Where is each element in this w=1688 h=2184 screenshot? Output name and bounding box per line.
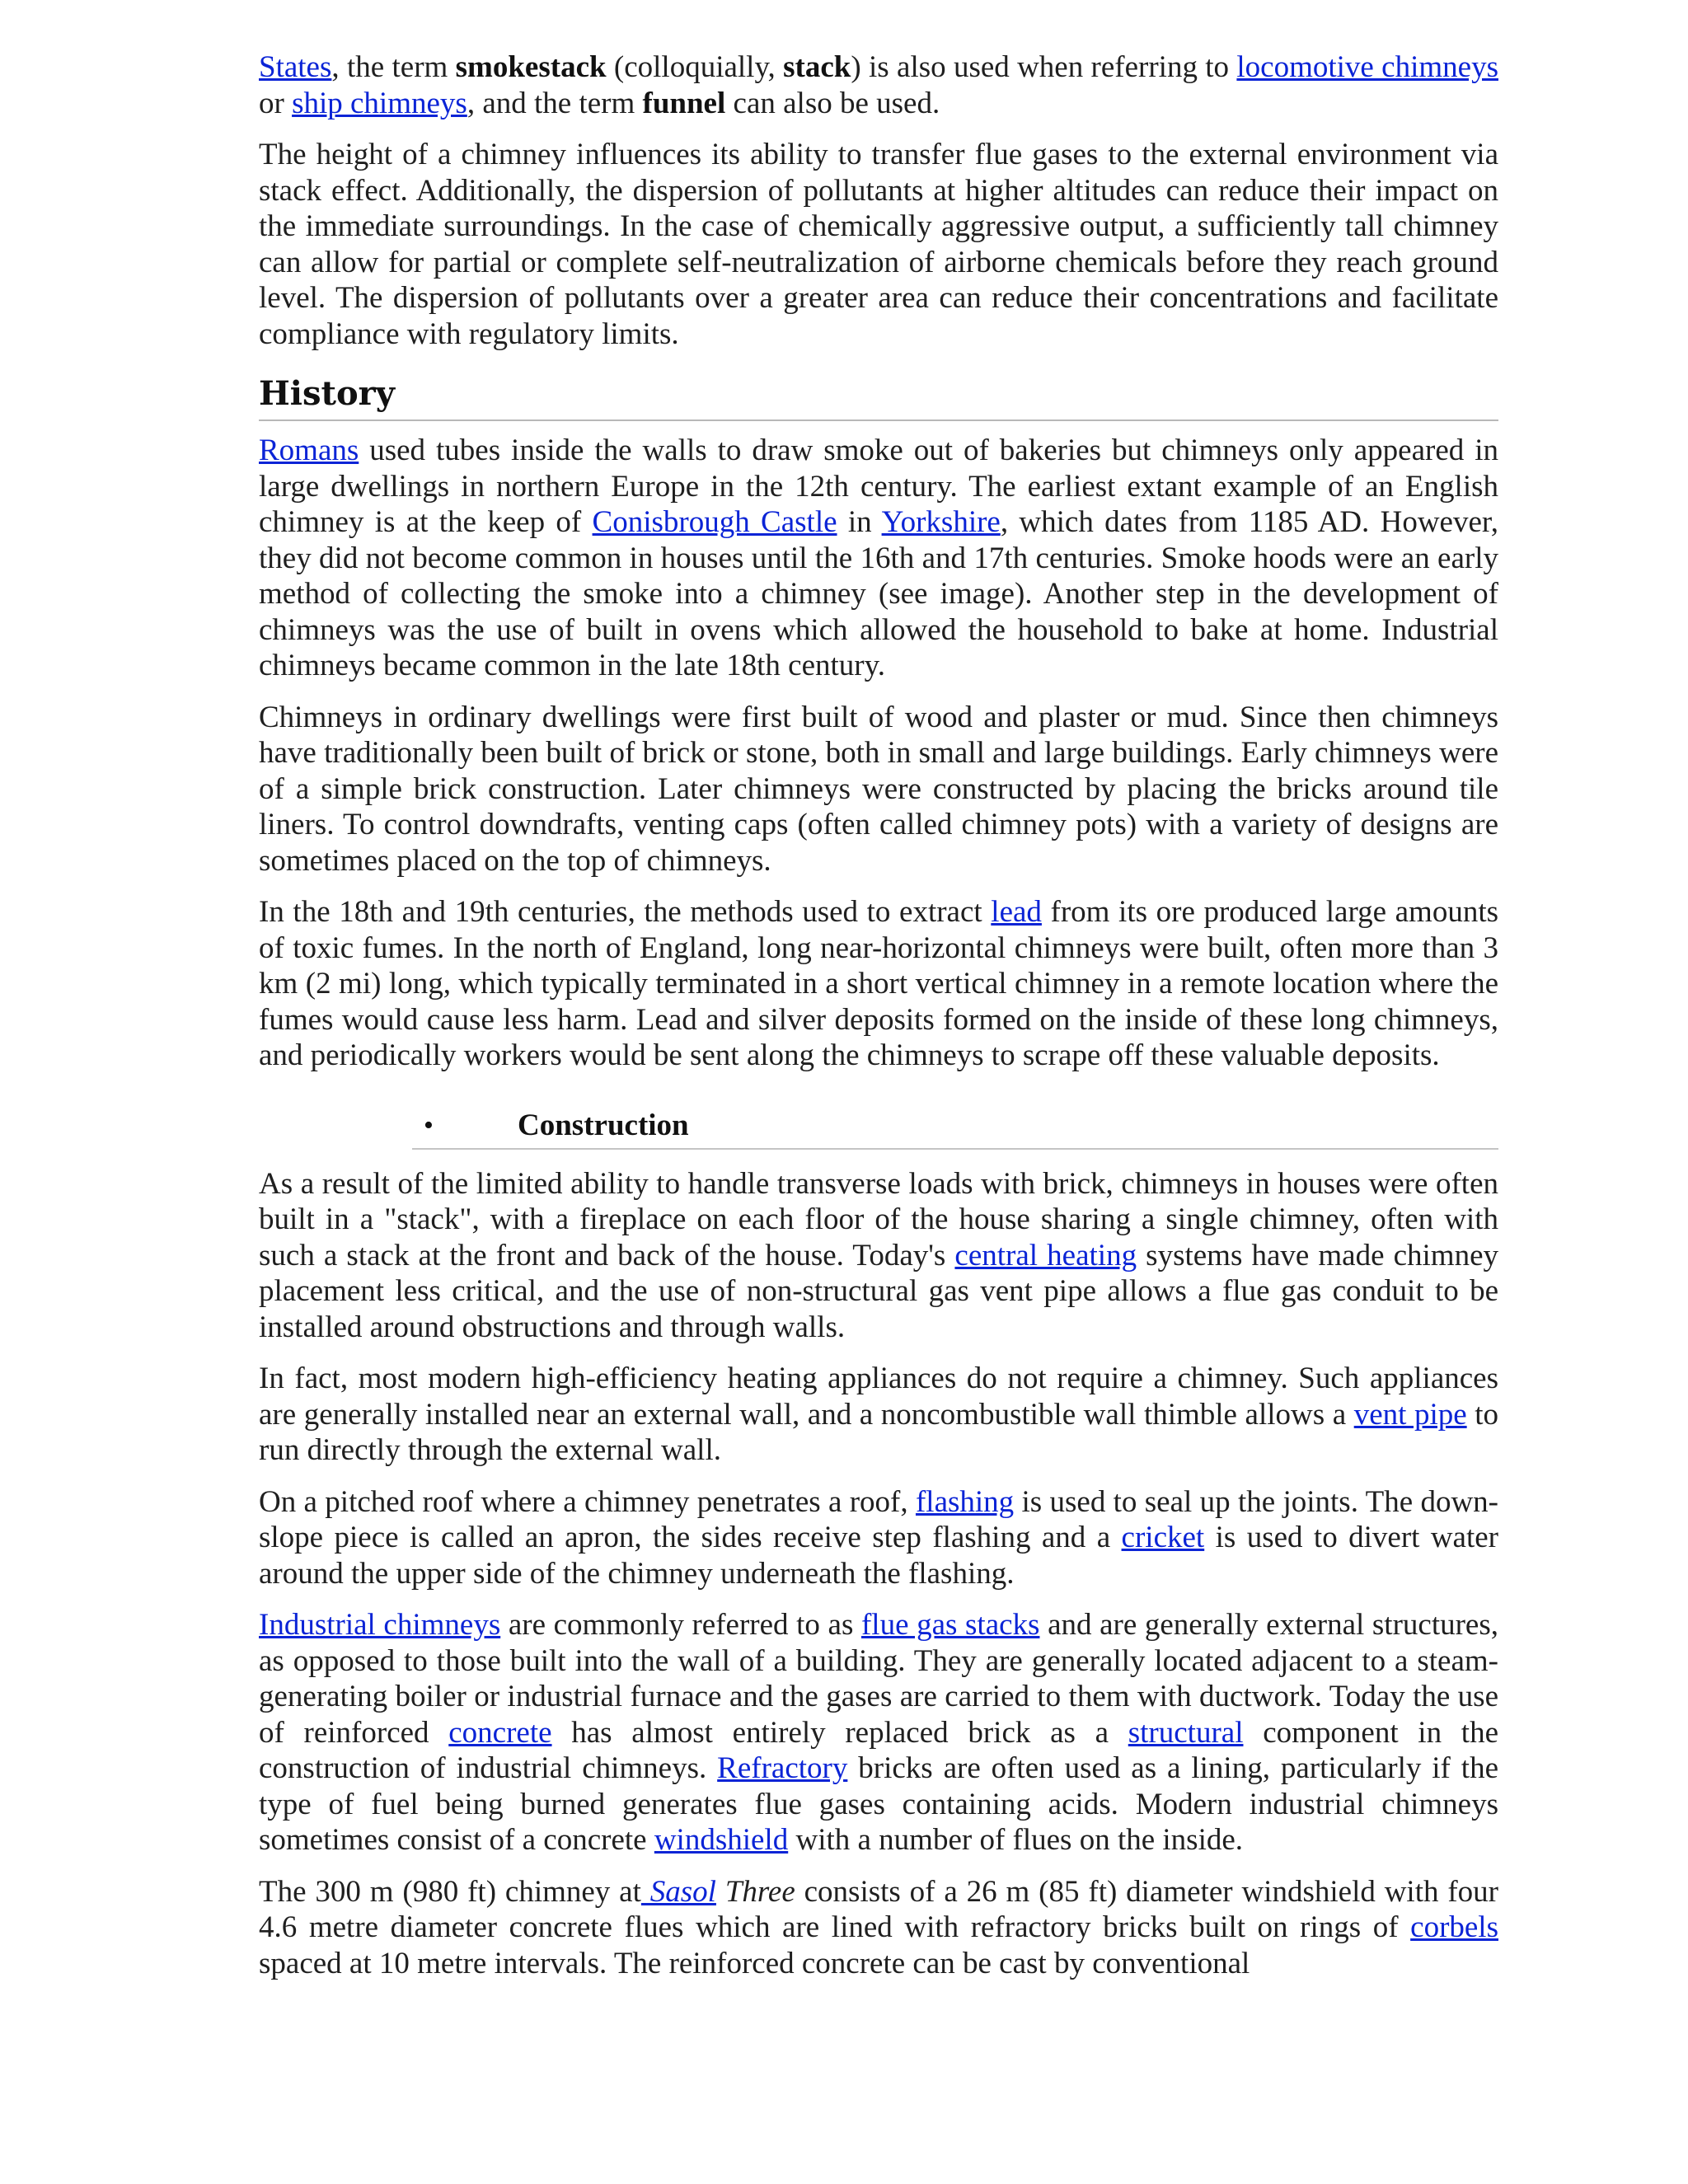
link-yorkshire[interactable]: Yorkshire bbox=[881, 505, 1001, 539]
intro-paragraph: States, the term smokestack (colloquially, stack) is also used when referring to locomotive chimneys or ship chimneys, and the term funnel can also be used. bbox=[259, 50, 1498, 120]
link-windshield[interactable]: windshield bbox=[654, 1823, 789, 1857]
link-cricket[interactable]: cricket bbox=[1121, 1521, 1205, 1554]
bullet-icon: • bbox=[424, 1109, 434, 1141]
history-paragraph-2: Chimneys in ordinary dwellings were first built of wood and plaster or mud. Since then chimneys have traditionally been built of brick or stone, both in small and large buildings. Early chimneys were of a simple brick construction. Later chimneys were constructed by placing the bricks around tile liners. To control downdrafts, venting caps (often called chimney pots) with a variety of designs are sometimes placed on the top of chimneys. bbox=[259, 700, 1498, 878]
construction-heading-text: Construction bbox=[518, 1108, 689, 1142]
link-lead[interactable]: lead bbox=[991, 895, 1042, 929]
link-industrial-chimneys[interactable]: Industrial chimneys bbox=[259, 1608, 501, 1642]
article-page bbox=[259, 49, 1498, 1997]
term-funnel: funnel bbox=[642, 86, 726, 120]
construction-paragraph-2: In fact, most modern high-efficiency heating appliances do not require a chimney. Such appliances are generally installed near an external wall, and a noncombustible wall thimble allows a vent pipe to run directly through the external wall. bbox=[259, 1361, 1498, 1467]
link-vent-pipe[interactable]: vent pipe bbox=[1353, 1397, 1467, 1432]
link-refractory[interactable]: Refractory bbox=[717, 1751, 848, 1785]
construction-paragraph-1: As a result of the limited ability to handle transverse loads with brick, chimneys in houses were often built in a "stack", with a fireplace on each floor of the house sharing a single chimney, often with such a stack at the front and back of the house. Today's central heating systems have made chimney placement less critical, and the use of non-structural gas vent pipe allows a flue gas conduit to be installed around obstructions and through walls. bbox=[259, 1166, 1499, 1344]
link-ship-chimneys[interactable]: ship chimneys bbox=[292, 86, 467, 120]
history-paragraph-1: Romans used tubes inside the walls to draw smoke out of bakeries but chimneys only appeared in large dwellings in northern Europe in the 12th century. The earliest extant example of an English chimney is at the keep of Conisbrough Castle in Yorkshire, which dates from 1185 AD. However, they did not become common in houses until the 16th and 17th centuries. Smoke hoods were an early method of collecting the smoke into a chimney (see image). Another step in the development of chimneys was the use of built in ovens which allowed the household to bake at home. Industrial chimneys became common in the late 18th century. bbox=[259, 434, 1498, 682]
link-central-heating[interactable]: central heating bbox=[954, 1238, 1137, 1272]
history-heading: History bbox=[259, 373, 1498, 421]
construction-paragraph-5: The 300 m (980 ft) chimney at Sasol Three consists of a 26 m (85 ft) diameter windshield with four 4.6 metre diameter concrete flues which are lined with refractory bricks built on rings of corbels spaced at 10 metre intervals. The reinforced concrete can be cast by conventional bbox=[259, 1874, 1499, 1980]
construction-heading bbox=[412, 1107, 1498, 1150]
link-locomotive-chimneys[interactable]: locomotive chimneys bbox=[1236, 50, 1498, 84]
link-conisbrough-castle[interactable]: Conisbrough Castle bbox=[592, 505, 837, 539]
term-three: Three bbox=[724, 1874, 795, 1909]
link-flue-gas-stacks[interactable]: flue gas stacks bbox=[860, 1608, 1040, 1642]
link-romans[interactable]: Romans bbox=[259, 434, 359, 467]
link-states[interactable]: States bbox=[259, 50, 332, 84]
link-concrete[interactable]: concrete bbox=[448, 1715, 552, 1750]
term-smokestack: smokestack bbox=[455, 50, 607, 84]
construction-paragraph-4: Industrial chimneys are commonly referred to as flue gas stacks and are generally external structures, as opposed to those built into the wall of a building. They are generally located adjacent to a steam-generating boiler or industrial furnace and the gases are carried to them with ductwork. Today the use of reinforced concrete has almost entirely replaced brick as a structural component in the construction of industrial chimneys. Refractory bricks are often used as a lining, particularly if the type of fuel being burned generates flue gases containing acids. Modern industrial chimneys sometimes consist of a concrete windshield with a number of flues on the inside. bbox=[259, 1608, 1498, 1857]
construction-paragraph-3: On a pitched roof where a chimney penetrates a roof, flashing is used to seal up the joints. The down-slope piece is called an apron, the sides receive step flashing and a cricket is used to divert water around the upper side of the chimney underneath the flashing. bbox=[259, 1484, 1499, 1591]
height-paragraph: The height of a chimney influences its ability to transfer flue gases to the external environment via stack effect. Additionally, the dispersion of pollutants at higher altitudes can reduce their impact on the immediate surroundings. In the case of chemically aggressive output, a sufficiently tall chimney can allow for partial or complete self-neutralization of airborne chemicals before they reach ground level. The dispersion of pollutants over a greater area can reduce their concentrations and facilitate compliance with regulatory limits. bbox=[259, 138, 1498, 351]
history-paragraph-3: In the 18th and 19th centuries, the methods used to extract lead from its ore produced large amounts of toxic fumes. In the north of England, long near-horizontal chimneys were built, often more than 3 km (2 mi) long, which typically terminated in a short vertical chimney in a remote location where the fumes would cause less harm. Lead and silver deposits formed on the inside of these long chimneys, and periodically workers would be sent along the chimneys to scrape off these valuable deposits. bbox=[259, 895, 1498, 1072]
link-flashing[interactable]: flashing bbox=[915, 1484, 1015, 1519]
link-sasol[interactable]: Sasol bbox=[640, 1874, 716, 1909]
link-structural[interactable]: structural bbox=[1128, 1715, 1244, 1750]
link-corbels[interactable]: corbels bbox=[1410, 1910, 1498, 1944]
term-stack: stack bbox=[783, 50, 851, 84]
